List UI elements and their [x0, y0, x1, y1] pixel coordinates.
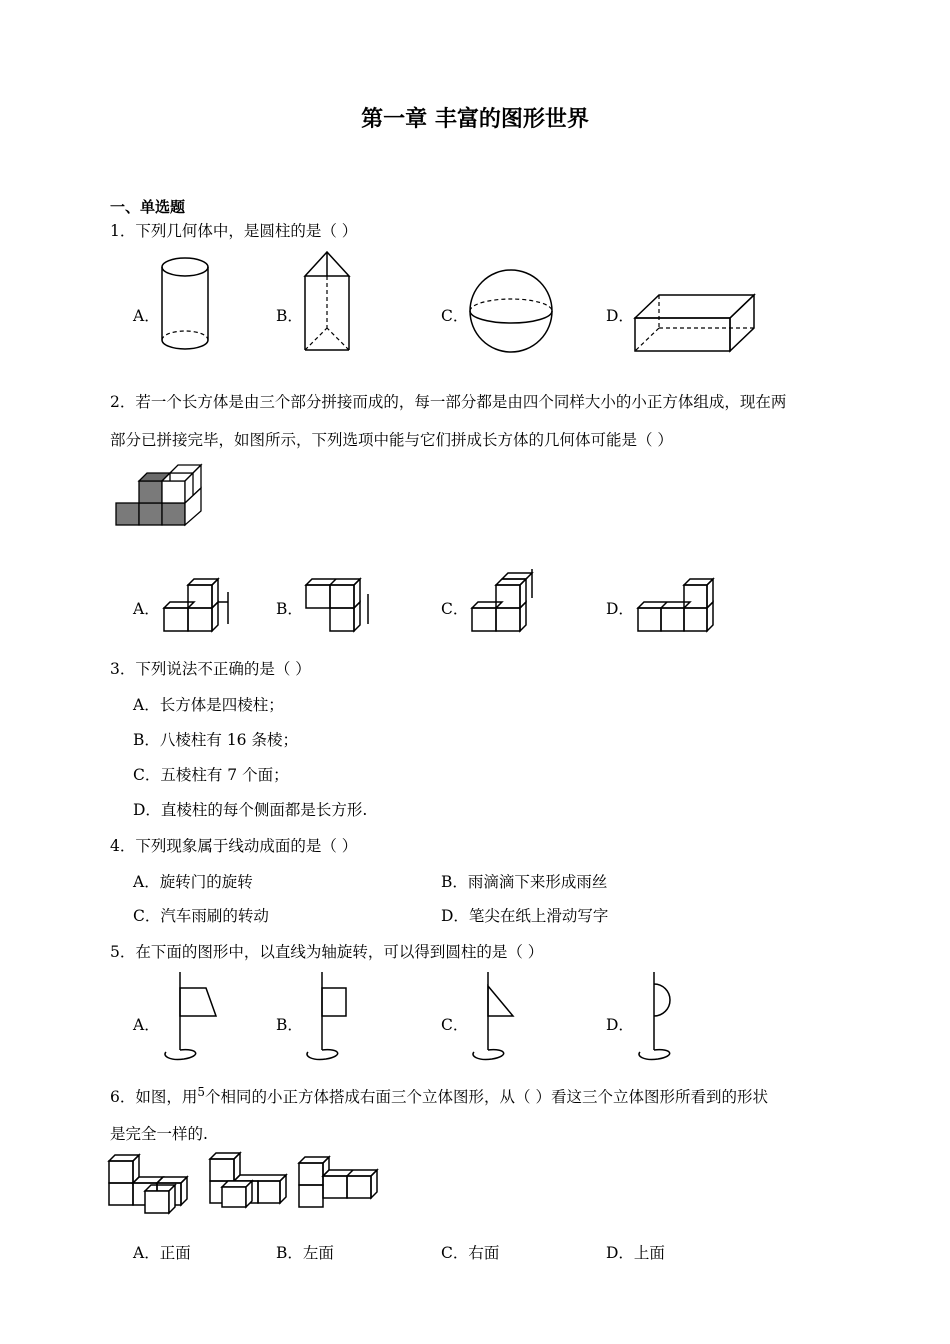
- page-title: 第一章 丰富的图形世界: [361, 107, 589, 132]
- q3-option-b[interactable]: B．八棱柱有 16 条棱；: [133, 731, 298, 749]
- question-5-text: 5．在下面的图形中，以直线为轴旋转，可以得到圆柱的是（ ）: [110, 943, 544, 961]
- q3-option-d[interactable]: D．直棱柱的每个侧面都是长方形.: [133, 801, 368, 819]
- q6-option-d[interactable]: D．上面: [606, 1244, 665, 1262]
- q4-option-b[interactable]: B．雨滴滴下来形成雨丝: [441, 873, 608, 891]
- q2-option-b-label[interactable]: B．: [276, 600, 303, 618]
- q4-option-d[interactable]: D．笔尖在纸上滑动写字: [441, 907, 609, 925]
- q5-option-c-label[interactable]: C．: [441, 1016, 469, 1034]
- cylinder-icon: [158, 255, 213, 355]
- q5-option-a-trapezoid-figure: [158, 970, 226, 1062]
- question-3-text: 3．下列说法不正确的是（ ）: [110, 660, 311, 678]
- q2-option-a-figure: [162, 578, 234, 634]
- q5-option-d-semicircle-figure: [632, 970, 700, 1062]
- q6-option-a[interactable]: A．正面: [133, 1244, 191, 1262]
- question-4-text: 4．下列现象属于线动成面的是（ ）: [110, 837, 358, 855]
- sphere-icon: [468, 268, 558, 358]
- q1-option-c-label[interactable]: C．: [441, 307, 469, 325]
- question-2-line2: 部分已拼接完毕，如图所示，下列选项中能与它们拼成长方体的几何体可能是（ ）: [110, 431, 673, 449]
- question-6-number: 5: [197, 1085, 206, 1099]
- q6-option-c[interactable]: C．右面: [441, 1244, 500, 1262]
- q5-option-a-label[interactable]: A．: [133, 1016, 160, 1034]
- q3-option-a[interactable]: A．长方体是四棱柱；: [133, 696, 284, 714]
- q2-option-d-figure: [636, 578, 722, 634]
- q4-option-a[interactable]: A．旋转门的旋转: [133, 873, 253, 891]
- q3-option-c[interactable]: C．五棱柱有 7 个面；: [133, 766, 289, 784]
- question-6-line2: 是完全一样的.: [110, 1125, 208, 1143]
- question-6-prefix: 6．如图，用: [110, 1088, 198, 1106]
- question-6-suffix: 个相同的小正方体搭成右面三个立体图形，从（ ）看这三个立体图形所看到的形状: [205, 1088, 768, 1106]
- q5-option-d-label[interactable]: D．: [606, 1016, 634, 1034]
- question-2-line1: 2．若一个长方体是由三个部分拼接而成的，每一部分都是由四个同样大小的小正方体组成，现在两: [110, 393, 787, 411]
- q1-option-d-label[interactable]: D．: [606, 307, 634, 325]
- q2-option-b-figure: [304, 578, 376, 634]
- question-1-text: 1．下列几何体中，是圆柱的是（ ）: [110, 222, 358, 240]
- q5-option-b-rectangle-figure: [300, 970, 368, 1062]
- q6-cube-figure-1: [107, 1152, 189, 1216]
- cube-assembly-figure: [113, 462, 213, 528]
- q2-option-d-label[interactable]: D．: [606, 600, 634, 618]
- section-heading: 一、单选题: [110, 198, 186, 216]
- q2-option-c-label[interactable]: C．: [441, 600, 469, 618]
- q5-option-b-label[interactable]: B．: [276, 1016, 303, 1034]
- q2-option-a-label[interactable]: A．: [133, 600, 160, 618]
- q5-option-c-triangle-figure: [466, 970, 534, 1062]
- q6-cube-figure-2: [208, 1150, 288, 1210]
- q1-option-a-label[interactable]: A．: [133, 307, 160, 325]
- q6-cube-figure-3: [297, 1154, 381, 1210]
- question-6-line1: [110, 1085, 768, 1107]
- q2-option-c-figure: [470, 568, 542, 634]
- q1-option-b-label[interactable]: B．: [276, 307, 303, 325]
- triangular-prism-icon: [300, 248, 355, 356]
- q6-option-b[interactable]: B．左面: [276, 1244, 334, 1262]
- q4-option-c[interactable]: C．汽车雨刷的转动: [133, 907, 269, 925]
- cuboid-icon: [632, 292, 758, 354]
